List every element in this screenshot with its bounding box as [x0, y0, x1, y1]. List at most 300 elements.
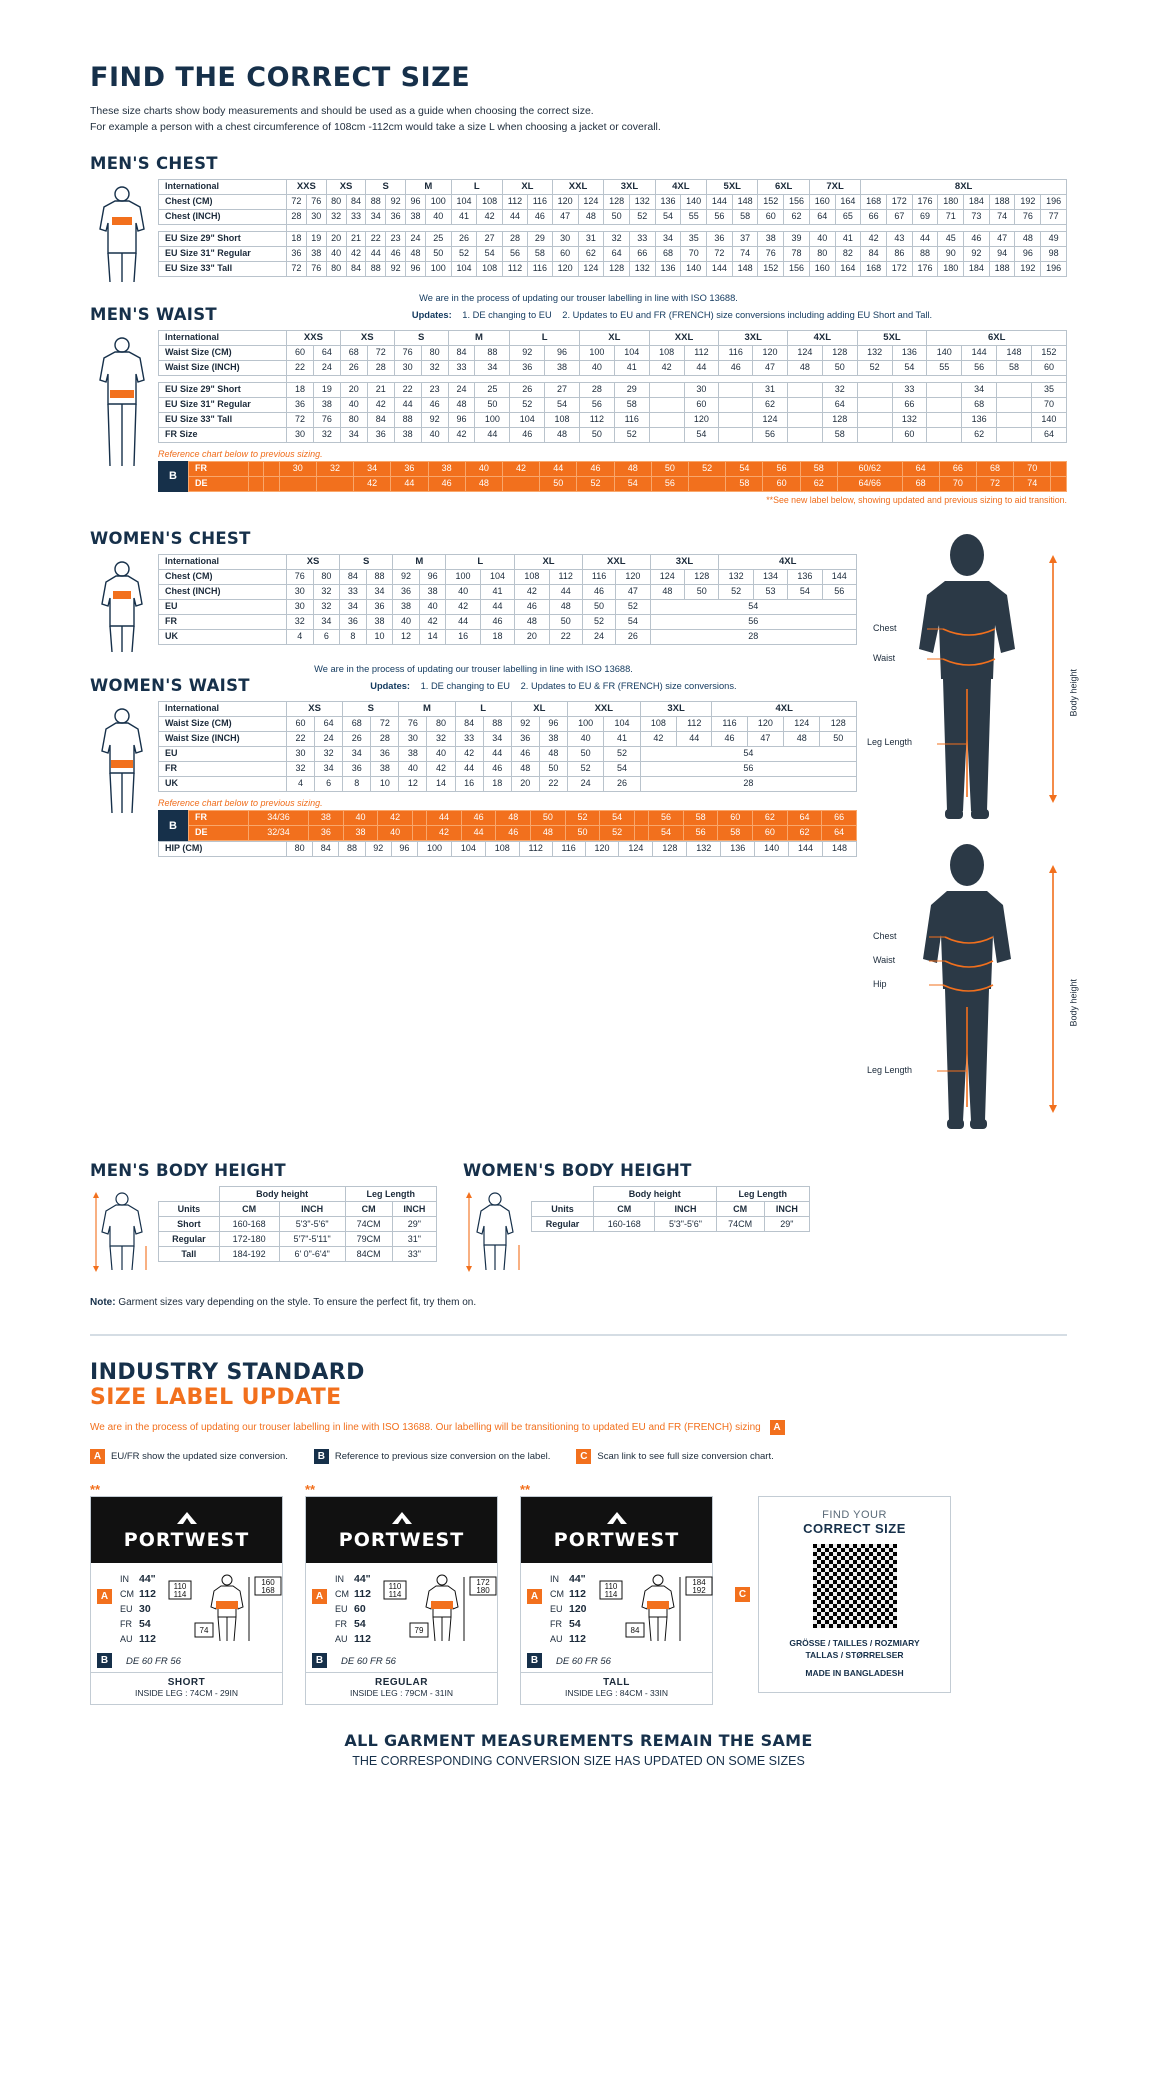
legend-item-a: [90, 1449, 288, 1464]
table-cell: 38: [406, 209, 426, 224]
table-cell: 40: [343, 811, 378, 826]
table-cell: 46: [511, 747, 539, 762]
table-cell: 24: [406, 231, 426, 246]
table-cell: 80: [287, 842, 313, 857]
table-cell: 116: [712, 717, 747, 732]
table-cell: 48: [1015, 231, 1041, 246]
table-cell: 34: [655, 231, 681, 246]
table-cell: 49: [1041, 231, 1067, 246]
table-cell: 40: [378, 826, 413, 841]
table-cell: 50: [531, 811, 566, 826]
table-cell: 30: [287, 600, 314, 615]
table-cell: 84: [346, 261, 366, 276]
table-cell: 50: [582, 600, 615, 615]
table-cell: 12: [399, 777, 427, 792]
table-cell: 48: [448, 397, 475, 412]
column-header: [159, 1186, 220, 1201]
row-label: EU Size 33" Tall: [159, 412, 287, 427]
table-row: [159, 1216, 437, 1231]
table-cell: 120: [753, 345, 788, 360]
table-cell: 92: [511, 717, 539, 732]
table-cell: 29": [392, 1216, 436, 1231]
size-key: IN: [550, 1573, 559, 1584]
column-header: International: [159, 701, 287, 716]
table-row: [120, 1603, 159, 1616]
table-cell: 54: [726, 461, 763, 476]
column-header: M: [448, 330, 510, 345]
column-header: XS: [326, 179, 366, 194]
womens-chest-table: [158, 554, 857, 645]
table-row: [159, 1246, 437, 1261]
table-row: [159, 261, 1067, 276]
table-cell: 128: [604, 194, 630, 209]
table-cell: 116: [552, 842, 585, 857]
table-cell: 180: [938, 194, 964, 209]
mens-waist-updates-label: Updates:: [411, 309, 452, 320]
table-cell: 132: [687, 842, 721, 857]
table-cell: 56: [649, 811, 684, 826]
table-cell: 104: [451, 261, 477, 276]
table-cell: [857, 427, 892, 442]
chip-a-icon: A: [90, 1449, 105, 1464]
table-cell: 124: [578, 194, 604, 209]
table-row: [189, 811, 857, 826]
table-cell: 48: [515, 615, 549, 630]
table-cell: 88: [475, 345, 510, 360]
column-header: Body height: [594, 1186, 716, 1201]
column-header: XS: [287, 701, 343, 716]
table-row: [335, 1588, 374, 1601]
table-cell: 160: [809, 261, 835, 276]
intro-line-2: For example a person with a chest circumference of 108cm -112cm would take a size L when choosing a jacket or coverall.: [90, 121, 661, 134]
table-cell: 64: [809, 209, 835, 224]
table-cell: 128: [822, 412, 857, 427]
label-size-table: [548, 1571, 592, 1649]
table-cell: 30: [306, 209, 326, 224]
size-key: AU: [120, 1634, 133, 1645]
table-cell: 5'3"-5'6": [655, 1216, 716, 1231]
table-cell: 60: [684, 397, 719, 412]
table-cell: 28: [367, 360, 394, 375]
table-cell: 96: [448, 412, 475, 427]
column-header: M: [406, 179, 452, 194]
table-cell: 108: [477, 261, 503, 276]
legend-text-b: Reference to previous size conversion on the label.: [334, 1450, 551, 1462]
table-cell: 192: [1015, 261, 1041, 276]
table-cell: 116: [719, 345, 753, 360]
table-cell: 42: [427, 826, 462, 841]
row-label: Short: [159, 1216, 220, 1231]
table-cell: 30: [287, 585, 314, 600]
table-cell: 136: [655, 194, 681, 209]
column-header: S: [366, 179, 406, 194]
table-row: [159, 842, 857, 857]
table-cell: 48: [406, 246, 426, 261]
table-cell: 152: [758, 261, 784, 276]
table-cell: 70: [1014, 461, 1051, 476]
table-cell: 34: [483, 732, 511, 747]
table-row: [159, 570, 857, 585]
table-cell: 10: [371, 777, 399, 792]
table-cell: 36: [287, 397, 314, 412]
table-cell: 34: [340, 600, 367, 615]
table-cell: [689, 476, 726, 491]
table-cell: 34: [366, 209, 386, 224]
column-header: S: [343, 701, 399, 716]
table-cell: 96: [545, 345, 580, 360]
table-cell: 6: [315, 777, 343, 792]
row-label: Chest (INCH): [159, 209, 287, 224]
table-row: [159, 427, 1067, 442]
table-cell: 50: [685, 585, 719, 600]
table-cell: 136: [655, 261, 681, 276]
table-cell: 29: [527, 231, 552, 246]
row-label: EU Size 29" Short: [159, 231, 287, 246]
table-cell: 40: [809, 231, 835, 246]
table-cell: 58: [683, 811, 718, 826]
column-header: INCH: [392, 1201, 436, 1216]
table-cell: 16: [446, 630, 480, 645]
table-cell: 32/34: [249, 826, 309, 841]
portwest-logo-icon: [390, 1511, 414, 1525]
table-cell: 56: [962, 360, 997, 375]
table-cell: 72: [287, 412, 314, 427]
table-cell: 4: [287, 777, 315, 792]
table-row: [159, 209, 1067, 224]
table-cell: 50: [579, 427, 614, 442]
table-row: [120, 1633, 159, 1646]
table-cell: 30: [552, 231, 578, 246]
table-cell: 80: [326, 261, 346, 276]
table-cell: 44: [461, 826, 496, 841]
column-header: L: [510, 330, 580, 345]
table-cell: 72: [371, 717, 399, 732]
table-cell: 48: [496, 811, 531, 826]
table-cell: 50: [604, 209, 630, 224]
table-cell: 184: [964, 194, 990, 209]
table-cell: 36: [367, 427, 394, 442]
size-value: 44": [139, 1572, 156, 1585]
table-cell: 48: [531, 826, 566, 841]
table-cell: 44: [446, 615, 480, 630]
table-cell: 116: [582, 570, 615, 585]
womens-waist-ref-block: [158, 810, 857, 841]
table-cell: 48: [465, 476, 502, 491]
table-cell: 60/62: [837, 461, 902, 476]
table-cell: 144: [707, 194, 733, 209]
table-cell: 31": [392, 1231, 436, 1246]
table-cell: 46: [712, 732, 747, 747]
previous-size-conversion: DE 60 FR 56: [126, 1655, 181, 1667]
column-header: 5XL: [707, 179, 758, 194]
table-cell: 124: [753, 412, 788, 427]
table-cell: [279, 476, 316, 491]
row-label: Chest (CM): [159, 570, 287, 585]
table-cell: 40: [340, 397, 367, 412]
table-cell: 124: [578, 261, 604, 276]
table-cell: 164: [835, 261, 861, 276]
table-row: [335, 1573, 374, 1586]
table-cell: [502, 476, 539, 491]
badge-a-icon: A: [97, 1589, 112, 1604]
table-cell: 64: [315, 717, 343, 732]
qr-footer: [767, 1638, 942, 1680]
svg-text:114: 114: [173, 1589, 187, 1599]
table-cell: 132: [857, 345, 892, 360]
table-cell: 22: [539, 777, 567, 792]
table-cell: 79CM: [345, 1231, 392, 1246]
table-row: [159, 1231, 437, 1246]
column-header: CM: [594, 1201, 655, 1216]
industry-subtitle: [90, 1420, 1067, 1435]
table-cell: [249, 476, 264, 491]
table-cell: 48: [578, 209, 604, 224]
size-value: 60: [354, 1603, 366, 1616]
table-cell: 35: [1031, 382, 1066, 397]
row-label: Regular: [532, 1216, 594, 1231]
table-cell: 55: [681, 209, 707, 224]
table-cell: 44: [475, 427, 510, 442]
mens-waist-ref-block: [158, 461, 1067, 492]
table-cell: 50: [540, 476, 577, 491]
badge-b-womens-waist: B: [158, 810, 188, 841]
table-cell: 120: [747, 717, 783, 732]
table-cell: 124: [787, 345, 822, 360]
svg-text:79: 79: [414, 1625, 424, 1635]
table-cell: 46: [461, 811, 496, 826]
table-cell: 41: [614, 360, 649, 375]
female-callout-waist: Waist: [873, 954, 896, 965]
table-cell: 68: [340, 345, 367, 360]
table-cell: 47: [616, 585, 650, 600]
table-cell: 62: [962, 427, 997, 442]
table-cell: 156: [784, 194, 810, 209]
label-figure: [167, 1571, 285, 1649]
table-cell: 136: [892, 345, 927, 360]
table-cell: 148: [732, 194, 758, 209]
table-row: [159, 1201, 437, 1216]
table-cell: 140: [755, 842, 789, 857]
table-cell: 152: [758, 194, 784, 209]
table-cell: 64: [822, 826, 857, 841]
table-cell: 32: [315, 747, 343, 762]
table-cell: 86: [886, 246, 912, 261]
table-cell: 100: [425, 194, 451, 209]
table-cell: 77: [1041, 209, 1067, 224]
column-header: INCH: [279, 1201, 345, 1216]
table-cell: 132: [629, 194, 655, 209]
size-value: 54: [354, 1618, 366, 1631]
table-cell: 42: [354, 476, 391, 491]
badge-c-icon: C: [735, 1587, 750, 1602]
table-cell: 58: [726, 476, 763, 491]
table-cell: 42: [640, 732, 676, 747]
brand-name: PORTWEST: [123, 1528, 250, 1551]
table-cell: 54: [684, 427, 719, 442]
table-cell: 52: [857, 360, 892, 375]
male-waist-figure: [90, 330, 158, 474]
table-cell: 62: [578, 246, 604, 261]
table-cell: 66: [629, 246, 655, 261]
label-examples: [90, 1482, 1067, 1705]
table-cell: 36: [287, 246, 307, 261]
table-cell: 47: [753, 360, 788, 375]
label-box: [305, 1496, 498, 1705]
label-body: [91, 1563, 282, 1653]
table-cell: 24: [582, 630, 615, 645]
womens-waist-update-2: 2. Updates to EU & FR (FRENCH) size conversions.: [520, 680, 737, 691]
table-cell: 18: [287, 231, 307, 246]
table-cell: 80: [809, 246, 835, 261]
table-cell: [719, 427, 753, 442]
table-cell: 27: [477, 231, 503, 246]
table-cell: 100: [446, 570, 480, 585]
qr-code-icon[interactable]: [813, 1544, 897, 1628]
table-cell: 196: [1041, 261, 1067, 276]
table-row: [550, 1633, 590, 1646]
mens-waist-ref-table: [188, 461, 1067, 492]
table-cell: 44: [366, 246, 386, 261]
column-header: Leg Length: [716, 1186, 809, 1201]
size-value: 54: [569, 1618, 581, 1631]
table-cell: 88: [339, 842, 365, 857]
table-cell: 52: [510, 397, 545, 412]
table-cell: 124: [784, 717, 820, 732]
table-cell: 140: [927, 345, 962, 360]
table-cell: 14: [419, 630, 446, 645]
womens-waist-table: [158, 701, 857, 792]
table-cell: 64/66: [837, 476, 902, 491]
table-row: [159, 194, 1067, 209]
mens-waist-update-2: 2. Updates to EU and FR (FRENCH) size conversions including adding EU Short and Tall.: [562, 309, 933, 320]
table-cell: 124: [650, 570, 684, 585]
mens-waist-table: [158, 330, 1067, 443]
table-cell: 172-180: [219, 1231, 279, 1246]
table-cell: 72: [976, 476, 1013, 491]
table-cell: 96: [406, 261, 426, 276]
table-cell: 20: [515, 630, 549, 645]
size-label-card: [520, 1482, 713, 1705]
table-row: [550, 1573, 590, 1586]
table-cell: 88: [366, 261, 386, 276]
table-cell: 40: [393, 615, 420, 630]
table-cell: 32: [326, 209, 346, 224]
table-cell: [1051, 476, 1067, 491]
table-cell: [649, 412, 684, 427]
mens-body-height-title: MEN'S BODY HEIGHT: [90, 1160, 286, 1180]
table-cell: 6: [313, 630, 340, 645]
table-cell: 184: [964, 261, 990, 276]
table-cell: 48: [545, 427, 580, 442]
table-cell: 30: [287, 747, 315, 762]
table-row: [159, 630, 857, 645]
table-cell: 64: [313, 345, 340, 360]
svg-text:110: 110: [388, 1581, 402, 1591]
table-cell: 68: [976, 461, 1013, 476]
mens-waist-note-line1: We are in the process of updating our trouser labelling in line with ISO 13688.: [419, 292, 738, 303]
table-cell: 196: [1041, 194, 1067, 209]
table-cell: 45: [938, 231, 964, 246]
table-cell: 42: [446, 600, 480, 615]
table-cell: 32: [604, 231, 630, 246]
mens-waist-title: MEN'S WAIST: [90, 304, 217, 324]
size-value: 112: [139, 1633, 156, 1646]
table-cell: 18: [483, 777, 511, 792]
table-cell: 74: [1014, 476, 1051, 491]
table-cell: 42: [861, 231, 887, 246]
table-cell: 132: [892, 412, 927, 427]
table-cell: 21: [346, 231, 366, 246]
column-header: XL: [511, 701, 567, 716]
table-cell: 22: [394, 382, 421, 397]
column-header: 6XL: [758, 179, 809, 194]
badge-a-icon: A: [527, 1589, 542, 1604]
table-cell: 47: [747, 732, 783, 747]
table-cell: 74CM: [345, 1216, 392, 1231]
female-callout-chest: Chest: [873, 930, 897, 941]
table-cell: 42: [367, 397, 394, 412]
table-cell: 144: [789, 842, 823, 857]
table-cell: 62: [784, 209, 810, 224]
table-cell: 43: [886, 231, 912, 246]
column-header: 5XL: [857, 330, 927, 345]
table-cell: 37: [732, 231, 758, 246]
table-cell: 40: [579, 360, 614, 375]
table-row: [159, 246, 1067, 261]
qr-footer-line: TALLAS / STØRRELSER: [805, 1649, 904, 1660]
bottom-note: [90, 1297, 1067, 1308]
table-cell: 30: [394, 360, 421, 375]
table-cell: 54: [649, 826, 684, 841]
table-cell: 38: [343, 826, 378, 841]
table-cell: 50: [822, 360, 857, 375]
table-cell: 60: [287, 717, 315, 732]
table-cell: 76: [306, 261, 326, 276]
table-cell: 5'7"-5'11": [279, 1231, 345, 1246]
table-cell: 48: [650, 585, 684, 600]
table-cell: 42: [515, 585, 549, 600]
table-cell: 38: [428, 461, 465, 476]
size-key: AU: [550, 1634, 563, 1645]
size-key: CM: [335, 1589, 349, 1600]
svg-text:184: 184: [691, 1577, 706, 1587]
qr-section: [735, 1482, 951, 1693]
table-cell: 132: [719, 570, 753, 585]
table-cell: 35: [681, 231, 707, 246]
table-cell: 42: [419, 615, 446, 630]
womens-waist-ref-table: [188, 810, 857, 841]
badge-a-icon: A: [312, 1589, 327, 1604]
column-header: 3XL: [604, 179, 655, 194]
table-cell: 33: [346, 209, 366, 224]
table-cell: 52: [616, 600, 650, 615]
table-cell: 100: [567, 717, 603, 732]
table-cell: 36: [366, 600, 393, 615]
table-cell: 112: [519, 842, 552, 857]
table-cell: 24: [567, 777, 603, 792]
table-cell: 88: [366, 570, 393, 585]
table-cell: 73: [964, 209, 990, 224]
table-cell: 52: [577, 476, 614, 491]
table-cell: 92: [421, 412, 448, 427]
table-cell: 50: [549, 615, 582, 630]
intro-text: [90, 103, 1067, 136]
table-cell: 34: [343, 747, 371, 762]
table-cell: 33: [892, 382, 927, 397]
fit-name: SHORT: [167, 1676, 206, 1688]
qr-card[interactable]: [758, 1496, 951, 1693]
table-cell: 38: [539, 732, 567, 747]
